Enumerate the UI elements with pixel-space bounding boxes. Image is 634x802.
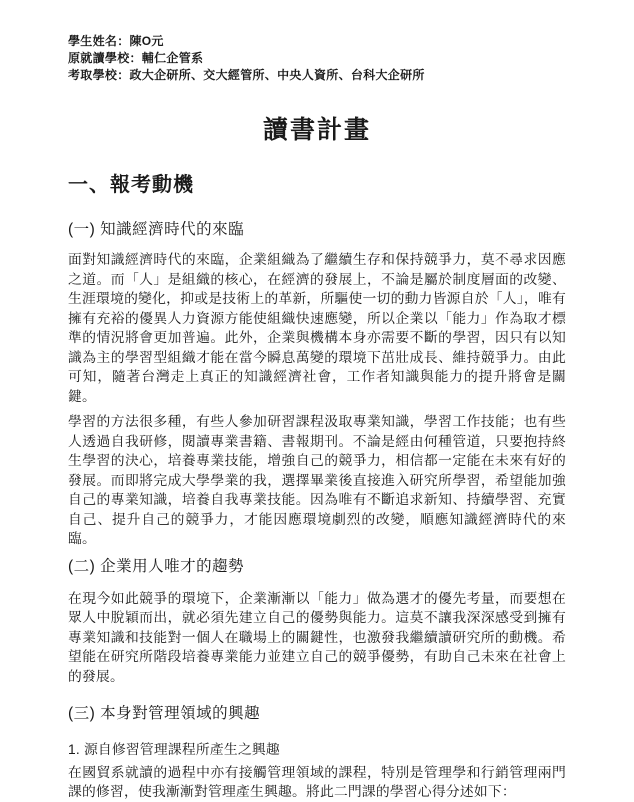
paragraph-course-interest: 在國貿系就讀的過程中亦有接觸管理領域的課程，特別是管理學和行銷管理兩門課的修習，使我漸漸對管理產生興趣。將此二門課的學習心得分述如下： bbox=[68, 764, 566, 799]
paragraph-knowledge-economy-2: 學習的方法很多種，有些人參加研習課程汲取專業知識，學習工作技能；也有些人透過自我研修，閱讀專業書籍、書報期刊。不論是經由何種管道，只要抱持終生學習的決心，培養專業技能，增強自己的競爭力，相信都一定能在未來有好的發展。而即將完成大學學業的我，選擇畢業後直接進入研究所學習，希望能加強自己的專業知識，培養自我專業技能。因為唯有不斷追求新知、持續學習、充實自己、提升自己的競爭力，才能因應環境劇烈的改變，順應知識經濟時代的來臨。 bbox=[68, 414, 566, 546]
original-school-line: 原就讀學校：輔仁企管系 bbox=[68, 51, 204, 65]
section-heading-motivation: 一、報考動機 bbox=[68, 174, 194, 196]
subsection-heading-management-interest: (三) 本身對管理領域的興趣 bbox=[68, 705, 261, 722]
list-item-heading-course-interest: 1. 源自修習管理課程所產生之興趣 bbox=[68, 742, 280, 757]
subsection-heading-talent-trend: (二) 企業用人唯才的趨勢 bbox=[68, 557, 245, 575]
paragraph-knowledge-economy-1: 面對知識經濟時代的來臨，企業組織為了繼續生存和保持競爭力，莫不尋求因應之道。而「人」是組織的核心，在經濟的發展上，不論是屬於制度層面的改變、生涯環境的變化，抑或是技術上的革新，所驅使一切的動力皆源自於「人」，唯有擁有充裕的優異人力資源方能使組織快速應變，所以企業以「能力」作為取才標準的情況將會更加普遍。此外，企業與機構本身亦需要不斷的學習，因只有以知識為主的學習型組織才能在當今瞬息萬變的環境下茁壯成長、維持競爭力。由此可知，隨著台灣走上真正的知識經濟社會，工作者知識與能力的提升將會是關鍵。 bbox=[68, 252, 566, 404]
paragraph-talent-trend-1: 在現今如此競爭的環境下，企業漸漸以「能力」做為選才的優先考量，而要想在眾人中脫穎而出，就必須先建立自己的優勢與能力。這莫不讓我深深感受到擁有專業知識和技能對一個人在職場上的關鍵性，也激發我繼續讀研究所的動機。希望能在研究所階段培養專業能力並建立自己的競爭優勢，有助自己未來在社會上的發展。 bbox=[68, 590, 566, 684]
admitted-schools-line: 考取學校：政大企研所、交大經管所、中央人資所、台科大企研所 bbox=[68, 68, 425, 82]
document-title: 讀書計畫 bbox=[262, 116, 371, 144]
student-name-line: 學生姓名：陳O元 bbox=[68, 34, 164, 48]
student-info-block bbox=[68, 33, 566, 84]
subsection-heading-knowledge-economy: (一) 知識經濟時代的來臨 bbox=[68, 221, 245, 238]
